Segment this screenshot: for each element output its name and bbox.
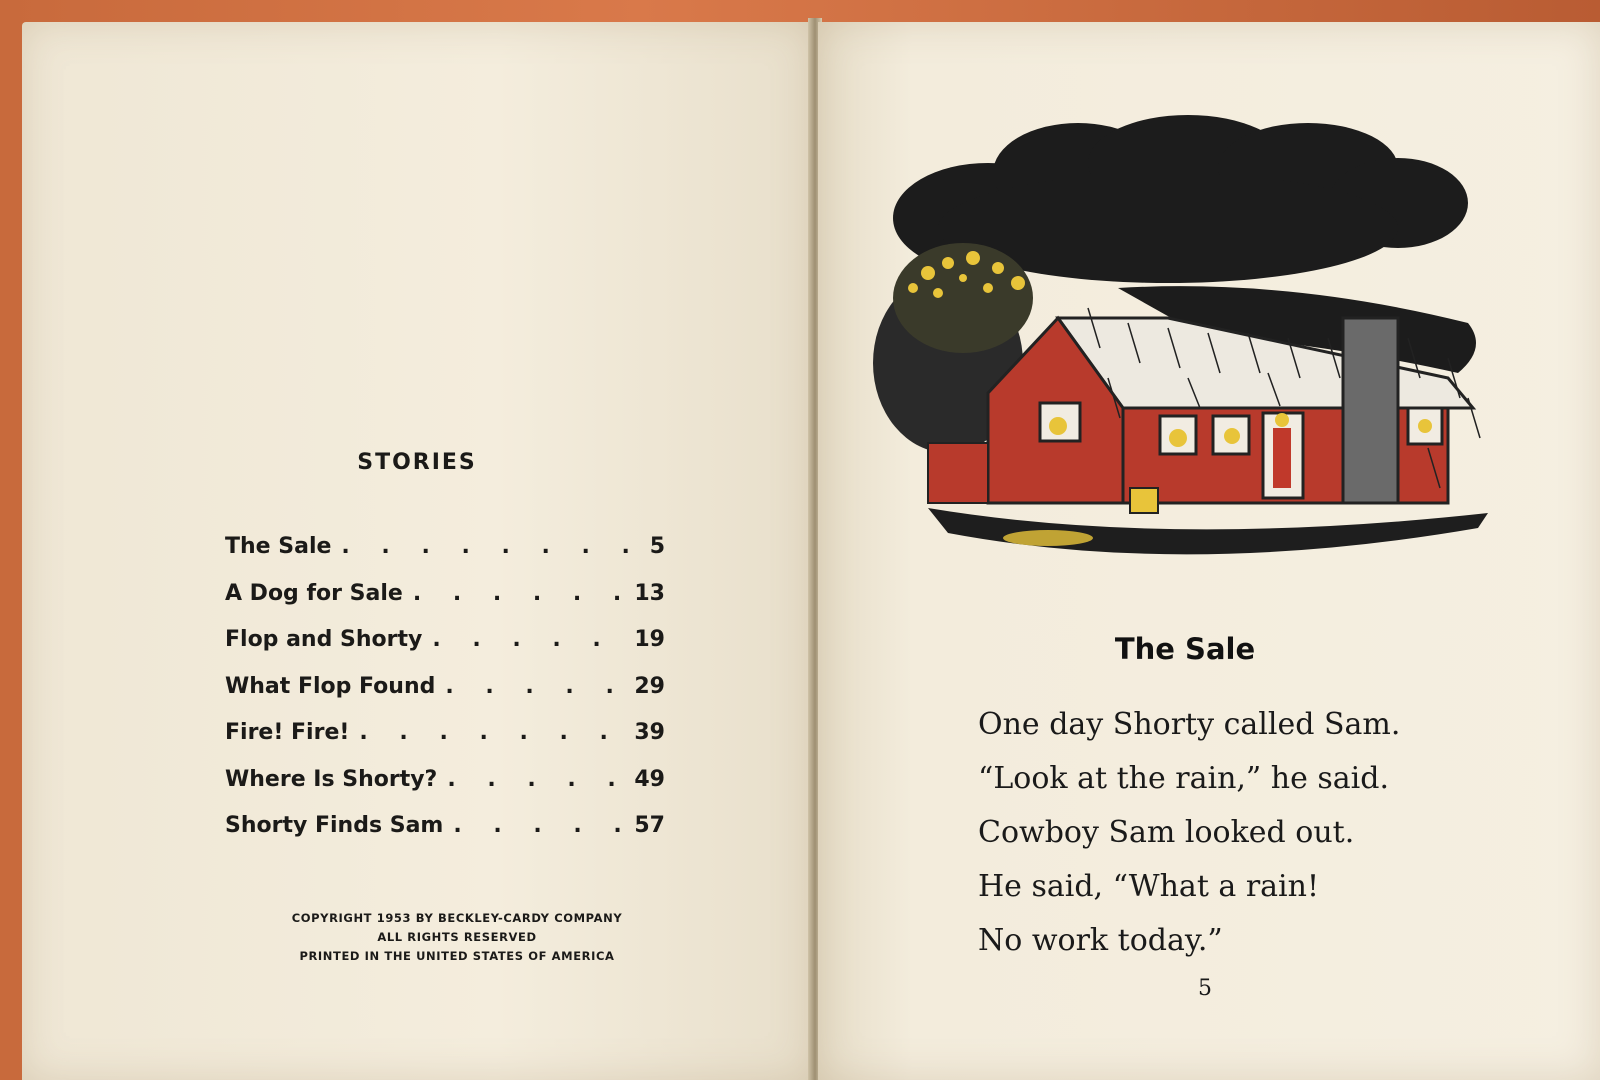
toc-entry: [225, 720, 665, 767]
story-line: He said, “What a rain!: [978, 869, 1320, 904]
toc-leader-dots: [422, 627, 631, 652]
toc-entry-page: 29: [634, 673, 665, 699]
toc-leader-dots: [443, 813, 631, 838]
left-page: [22, 22, 812, 1080]
toc-entry: [225, 813, 665, 860]
toc-entry-title: Where Is Shorty?: [225, 766, 438, 792]
toc-leader-dots: [349, 720, 631, 745]
story-line: One day Shorty called Sam.: [978, 707, 1401, 742]
copyright-line: COPYRIGHT 1953 BY BECKLEY-CARDY COMPANY: [291, 911, 623, 925]
toc-entry-title: Shorty Finds Sam: [225, 813, 444, 838]
toc-entry: [225, 767, 665, 814]
toc-entry: [225, 674, 665, 721]
toc-leader-dots: [331, 534, 631, 559]
toc-entry: [225, 627, 665, 674]
toc-entry-title: Flop and Shorty: [225, 627, 423, 652]
toc-entry-page: 5: [649, 534, 665, 559]
toc-leader-dots: [437, 767, 631, 792]
table-of-contents: [225, 534, 665, 860]
toc-entry-page: 49: [634, 766, 665, 792]
toc-entry-title: Fire! Fire!: [225, 720, 350, 745]
story-line: No work today.”: [978, 923, 1223, 958]
toc-entry-page: 19: [634, 627, 665, 652]
toc-entry: [225, 534, 665, 581]
story-text: [978, 698, 1438, 968]
ground: [928, 508, 1488, 554]
rainy-house-illustration: [868, 108, 1508, 598]
story-title: The Sale: [1114, 632, 1256, 666]
copyright-notice: [22, 909, 892, 966]
page-number: 5: [1198, 976, 1212, 1001]
toc-entry-title: The Sale: [225, 534, 332, 559]
toc-entry-page: 39: [634, 720, 665, 745]
toc-entry-title: A Dog for Sale: [225, 580, 403, 606]
toc-leader-dots: [435, 674, 631, 699]
toc-leader-dots: [403, 581, 631, 606]
story-line: Cowboy Sam looked out.: [978, 815, 1355, 850]
toc-entry-page: 57: [634, 813, 665, 838]
toc-entry-page: 13: [634, 580, 665, 606]
story-line: “Look at the rain,” he said.: [978, 761, 1390, 796]
toc-entry-title: What Flop Found: [225, 673, 436, 699]
contents-heading: STORIES: [357, 450, 477, 475]
printed-line: PRINTED IN THE UNITED STATES OF AMERICA: [299, 949, 615, 963]
rights-line: ALL RIGHTS RESERVED: [377, 930, 537, 944]
toc-entry: [225, 581, 665, 628]
